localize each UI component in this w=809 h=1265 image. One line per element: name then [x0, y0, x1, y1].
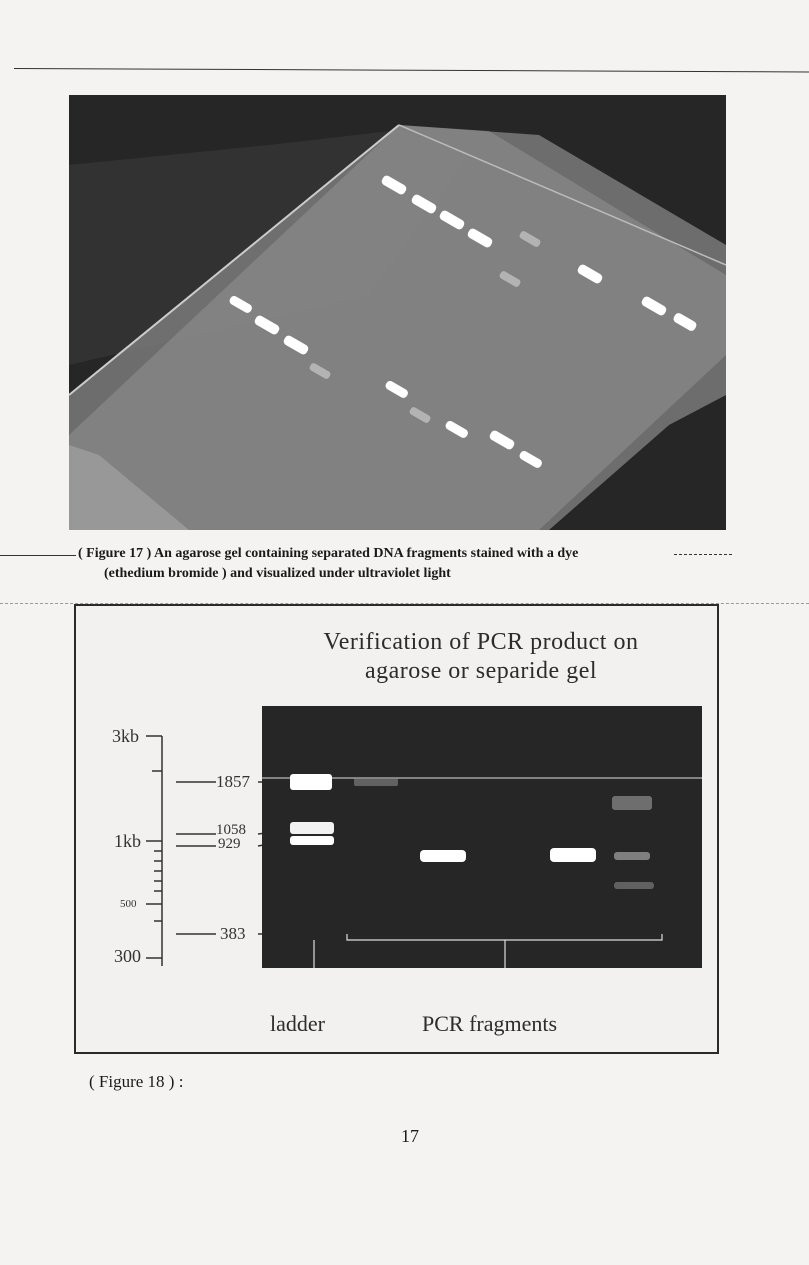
- gel-image-graphic: [262, 706, 702, 968]
- scale-label-3kb: 3kb: [112, 726, 139, 746]
- top-rule: [14, 68, 809, 72]
- figure18-title-line1: Verification of PCR product on: [323, 629, 639, 655]
- figure18-caption: ( Figure 18 ) :: [89, 1072, 184, 1091]
- ladder-size-929: 929: [218, 836, 241, 852]
- caption-rule-right: [674, 554, 732, 556]
- figure18-box: [74, 604, 719, 1054]
- gel-photo-figure17: [69, 95, 726, 530]
- figure18-title-line2: agarose or separide gel: [364, 658, 598, 684]
- scale-label-1kb: 1kb: [114, 831, 141, 851]
- ladder-size-383: 383: [220, 924, 246, 943]
- scale-label-300: 300: [114, 946, 141, 966]
- caption-rule-left: [0, 555, 76, 556]
- scale-label-500: 500: [120, 898, 137, 910]
- gel-image-figure18: [262, 706, 702, 968]
- footer-pcr-label: PCR fragments: [422, 1011, 558, 1036]
- gel-photo-graphic: [69, 95, 726, 530]
- figure17-caption-line2: (ethedium bromide ) and visualized under ultraviolet light: [104, 566, 451, 581]
- figure17-caption-line1: ( Figure 17 ) An agarose gel containing separated DNA fragments stained with a dye: [78, 546, 579, 561]
- ladder-size-1058: 1058: [216, 822, 246, 838]
- ladder-size-1857: 1857: [216, 772, 250, 791]
- footer-ladder-label: ladder: [270, 1011, 325, 1036]
- page-number: 17: [401, 1126, 419, 1146]
